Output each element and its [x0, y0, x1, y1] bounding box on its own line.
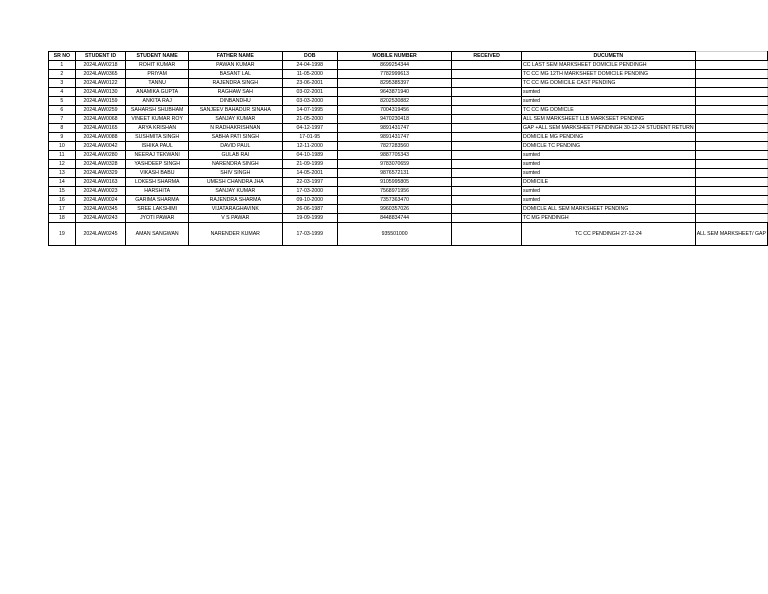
extra-cell [695, 97, 767, 106]
received-cell [452, 88, 522, 97]
table-row [49, 61, 768, 70]
student-id-cell: 2024LAW0068 [75, 115, 126, 124]
mobile-number-cell: 7827283560 [338, 142, 452, 151]
student-name-cell: PRIYAM [126, 70, 189, 79]
table-body [49, 61, 768, 246]
table-row [49, 205, 768, 214]
mobile-number-cell: 9105995805 [338, 178, 452, 187]
student-name-cell: LOKESH SHARMA [126, 178, 189, 187]
mobile-number-cell: 8699254344 [338, 61, 452, 70]
document-cell: TC CC PENDINGH 27-12-24 [522, 223, 696, 246]
student-id-cell: 2024LAW0245 [75, 223, 126, 246]
mobile-number-cell: 9470230418 [338, 115, 452, 124]
header-sr-no: SR NO [49, 52, 76, 61]
document-cell: sumted [522, 169, 696, 178]
extra-cell [695, 70, 767, 79]
table-row [49, 133, 768, 142]
received-cell [452, 61, 522, 70]
student-id-cell: 2024LAW0218 [75, 61, 126, 70]
mobile-number-cell: 8202530882 [338, 97, 452, 106]
student-name-cell: YASHDEEP SINGH [126, 160, 189, 169]
document-cell: sumted [522, 88, 696, 97]
document-cell: sumted [522, 151, 696, 160]
received-cell [452, 196, 522, 205]
student-name-cell: VINEET KUMAR ROY [126, 115, 189, 124]
dob-cell: 11-05-2000 [282, 70, 337, 79]
extra-cell [695, 124, 767, 133]
sr-no-cell: 5 [49, 97, 76, 106]
sr-no-cell: 7 [49, 115, 76, 124]
student-name-cell: ARYA KRISHAN [126, 124, 189, 133]
sr-no-cell: 2 [49, 70, 76, 79]
document-cell: DOMICILE [522, 178, 696, 187]
header-received: RECEIVED [452, 52, 522, 61]
mobile-number-cell: 8295385397 [338, 79, 452, 88]
student-id-cell: 2024LAW0328 [75, 160, 126, 169]
document-cell: DOMICLE TC PENDING [522, 142, 696, 151]
received-cell [452, 106, 522, 115]
document-cell: sumted [522, 160, 696, 169]
father-name-cell: SABHA PATI SINGH [189, 133, 283, 142]
student-id-cell: 2024LAW0163 [75, 178, 126, 187]
header-student-id: STUDENT ID [75, 52, 126, 61]
dob-cell: 14-07-1995 [282, 106, 337, 115]
received-cell [452, 169, 522, 178]
document-cell: TC MG PENDINGH [522, 214, 696, 223]
father-name-cell: SANJAY KUMAR [189, 115, 283, 124]
mobile-number-cell: 9960357026 [338, 205, 452, 214]
received-cell [452, 97, 522, 106]
student-id-cell: 2024LAW0165 [75, 124, 126, 133]
father-name-cell: DAVID PAUL [189, 142, 283, 151]
received-cell [452, 79, 522, 88]
sr-no-cell: 18 [49, 214, 76, 223]
document-cell: CC LAST SEM MARKSHEET DOMICILE PENDINGH [522, 61, 696, 70]
extra-cell [695, 115, 767, 124]
student-id-cell: 2024LAW0122 [75, 79, 126, 88]
father-name-cell: RAJENDRA SHARMA [189, 196, 283, 205]
received-cell [452, 142, 522, 151]
mobile-number-cell: 9887705343 [338, 151, 452, 160]
sr-no-cell: 14 [49, 178, 76, 187]
student-name-cell: JYOTI PAWAR [126, 214, 189, 223]
student-id-cell: 2024LAW0023 [75, 187, 126, 196]
student-id-cell: 2024LAW0329 [75, 169, 126, 178]
table-row [49, 160, 768, 169]
dob-cell: 09-10-2000 [282, 196, 337, 205]
table-row [49, 124, 768, 133]
sr-no-cell: 15 [49, 187, 76, 196]
student-id-cell: 2024LAW0130 [75, 88, 126, 97]
received-cell [452, 151, 522, 160]
mobile-number-cell: 9891431747 [338, 133, 452, 142]
mobile-number-cell: 7357363470 [338, 196, 452, 205]
document-cell: DOMICLE ALL SEM MARKSHEET PENDING [522, 205, 696, 214]
received-cell [452, 160, 522, 169]
father-name-cell: NARENDER KUMAR [189, 223, 283, 246]
dob-cell: 04-12-1997 [282, 124, 337, 133]
dob-cell: 03-03-2000 [282, 97, 337, 106]
father-name-cell: N RADHAKRISHNAN [189, 124, 283, 133]
mobile-number-cell: 8448834744 [338, 214, 452, 223]
extra-cell [695, 214, 767, 223]
sr-no-cell: 12 [49, 160, 76, 169]
extra-cell [695, 106, 767, 115]
dob-cell: 24-04-1998 [282, 61, 337, 70]
father-name-cell: BASANT LAL [189, 70, 283, 79]
document-cell: TC CC MG DOMICLE [522, 106, 696, 115]
header-extra [695, 52, 767, 61]
received-cell [452, 178, 522, 187]
student-id-cell: 2024LAW0088 [75, 133, 126, 142]
extra-cell [695, 133, 767, 142]
sr-no-cell: 16 [49, 196, 76, 205]
document-cell: sumted [522, 196, 696, 205]
dob-cell: 12-11-2000 [282, 142, 337, 151]
student-name-cell: VIKASH BABU [126, 169, 189, 178]
student-name-cell: AMAN SANGWAN [126, 223, 189, 246]
father-name-cell: V S PAWAR [189, 214, 283, 223]
document-cell: GAP +ALL SEM MARKSHEET PENDINGH 30-12-24 STUDENT RETURN [523, 125, 694, 131]
sr-no-cell: 13 [49, 169, 76, 178]
father-name-cell: UMESH CHANDRA JHA [189, 178, 283, 187]
sr-no-cell: 6 [49, 106, 76, 115]
student-name-cell: ISHIKA PAUL [126, 142, 189, 151]
student-id-cell: 2024LAW0024 [75, 196, 126, 205]
header-mobile-number: MOBILE NUMBER [338, 52, 452, 61]
student-name-cell: ROHIT KUMAR [126, 61, 189, 70]
student-name-cell: HARSHITA [126, 187, 189, 196]
student-id-cell: 2024LAW0042 [75, 142, 126, 151]
received-cell [452, 205, 522, 214]
sr-no-cell: 3 [49, 79, 76, 88]
dob-cell: 22-03-1997 [282, 178, 337, 187]
header-student-name: STUDENT NAME [126, 52, 189, 61]
student-name-cell: SUSHMITA SINGH [126, 133, 189, 142]
student-id-cell: 2024LAW0243 [75, 214, 126, 223]
dob-cell: 26-06-1987 [282, 205, 337, 214]
extra-cell [695, 160, 767, 169]
table-row [49, 178, 768, 187]
student-name-cell: GARIMA SHARMA [126, 196, 189, 205]
extra-cell: ALL SEM MARKSHEET/ GAP [695, 223, 767, 246]
dob-cell: 17-01-95 [282, 133, 337, 142]
dob-cell: 17-03-1999 [282, 223, 337, 246]
father-name-cell: SANJEEV BAHADUR SINAHA [189, 106, 283, 115]
student-name-cell: SAHARSH SHUBHAM [126, 106, 189, 115]
table-row [49, 70, 768, 79]
table-row [49, 214, 768, 223]
sr-no-cell: 11 [49, 151, 76, 160]
table-row [49, 115, 768, 124]
dob-cell: 03-02-2001 [282, 88, 337, 97]
extra-cell [695, 142, 767, 151]
extra-cell [695, 88, 767, 97]
mobile-number-cell: 9783070659 [338, 160, 452, 169]
document-cell: ALL SEM MARKSHEET LLB MARKSEET PENDING [522, 115, 696, 124]
father-name-cell: DINBANDHU [189, 97, 283, 106]
mobile-number-cell: 7782999613 [338, 70, 452, 79]
dob-cell: 21-05-2000 [282, 115, 337, 124]
student-name-cell: ANKITA RAJ [126, 97, 189, 106]
father-name-cell: PAWAN KUMAR [189, 61, 283, 70]
sr-no-cell: 8 [49, 124, 76, 133]
document-cell: sumted [522, 97, 696, 106]
received-cell [452, 187, 522, 196]
extra-cell [695, 196, 767, 205]
extra-cell [695, 178, 767, 187]
dob-cell: 17-03-2000 [282, 187, 337, 196]
table-row [49, 97, 768, 106]
table-row [49, 196, 768, 205]
mobile-number-cell: 7004319456 [338, 106, 452, 115]
father-name-cell: GULAB RAI [189, 151, 283, 160]
father-name-cell: RAJENDRA SINGH [189, 79, 283, 88]
document-cell: DOMICILE MG PENDING [522, 133, 696, 142]
student-name-cell: ANAMIKA GUPTA [126, 88, 189, 97]
sr-no-cell: 17 [49, 205, 76, 214]
student-name-cell: TANNU [126, 79, 189, 88]
table-row [49, 106, 768, 115]
mobile-number-cell: 9643871940 [338, 88, 452, 97]
document-cell: sumted [522, 187, 696, 196]
table-row [49, 223, 768, 246]
header-row [49, 52, 768, 61]
student-id-cell: 2024LAW0365 [75, 70, 126, 79]
dob-cell: 21-09-1999 [282, 160, 337, 169]
document-cell: TC CC MG 12TH MARKSHEET DOMICILE PENDING [522, 70, 696, 79]
received-cell [452, 124, 522, 133]
dob-cell: 14-05-2001 [282, 169, 337, 178]
mobile-number-cell: 935501000 [338, 223, 452, 246]
extra-cell [695, 205, 767, 214]
father-name-cell: VIJATARAGHAVINK [189, 205, 283, 214]
student-id-cell: 2024LAW0259 [75, 106, 126, 115]
extra-cell [695, 61, 767, 70]
received-cell [452, 214, 522, 223]
student-id-cell: 2024LAW0345 [75, 205, 126, 214]
received-cell [452, 70, 522, 79]
sr-no-cell: 10 [49, 142, 76, 151]
document-cell: TC CC MG DOMICILE CAST PENDING [522, 79, 696, 88]
extra-cell [695, 151, 767, 160]
student-id-cell: 2024LAW0159 [75, 97, 126, 106]
extra-cell [695, 79, 767, 88]
sr-no-cell: 19 [49, 223, 76, 246]
father-name-cell: NARENDRA SINGH [189, 160, 283, 169]
sr-no-cell: 9 [49, 133, 76, 142]
dob-cell: 04-10-1989 [282, 151, 337, 160]
student-name-cell: NEERAJ TEKWANI [126, 151, 189, 160]
father-name-cell: SHIV SINGH [189, 169, 283, 178]
received-cell [452, 133, 522, 142]
table-row [49, 79, 768, 88]
table-row [49, 187, 768, 196]
student-name-cell: SREE LAKSHIMI [126, 205, 189, 214]
table-row [49, 142, 768, 151]
extra-cell [695, 187, 767, 196]
student-id-cell: 2024LAW0280 [75, 151, 126, 160]
mobile-number-cell: 9891431747 [338, 124, 452, 133]
mobile-number-cell: 7568971956 [338, 187, 452, 196]
dob-cell: 23-06-2001 [282, 79, 337, 88]
dob-cell: 19-09-1999 [282, 214, 337, 223]
student-document-table [48, 51, 768, 246]
header-document: DUCUMETN [522, 52, 696, 61]
table-row [49, 88, 768, 97]
header-dob: DOB [282, 52, 337, 61]
sr-no-cell: 1 [49, 61, 76, 70]
received-cell [452, 223, 522, 246]
father-name-cell: SANJAY KUMAR [189, 187, 283, 196]
father-name-cell: RAGHAW SAH [189, 88, 283, 97]
extra-cell [695, 169, 767, 178]
table-row [49, 169, 768, 178]
received-cell [452, 115, 522, 124]
mobile-number-cell: 9876572131 [338, 169, 452, 178]
table-row [49, 151, 768, 160]
header-father-name: FATHER NAME [189, 52, 283, 61]
sr-no-cell: 4 [49, 88, 76, 97]
